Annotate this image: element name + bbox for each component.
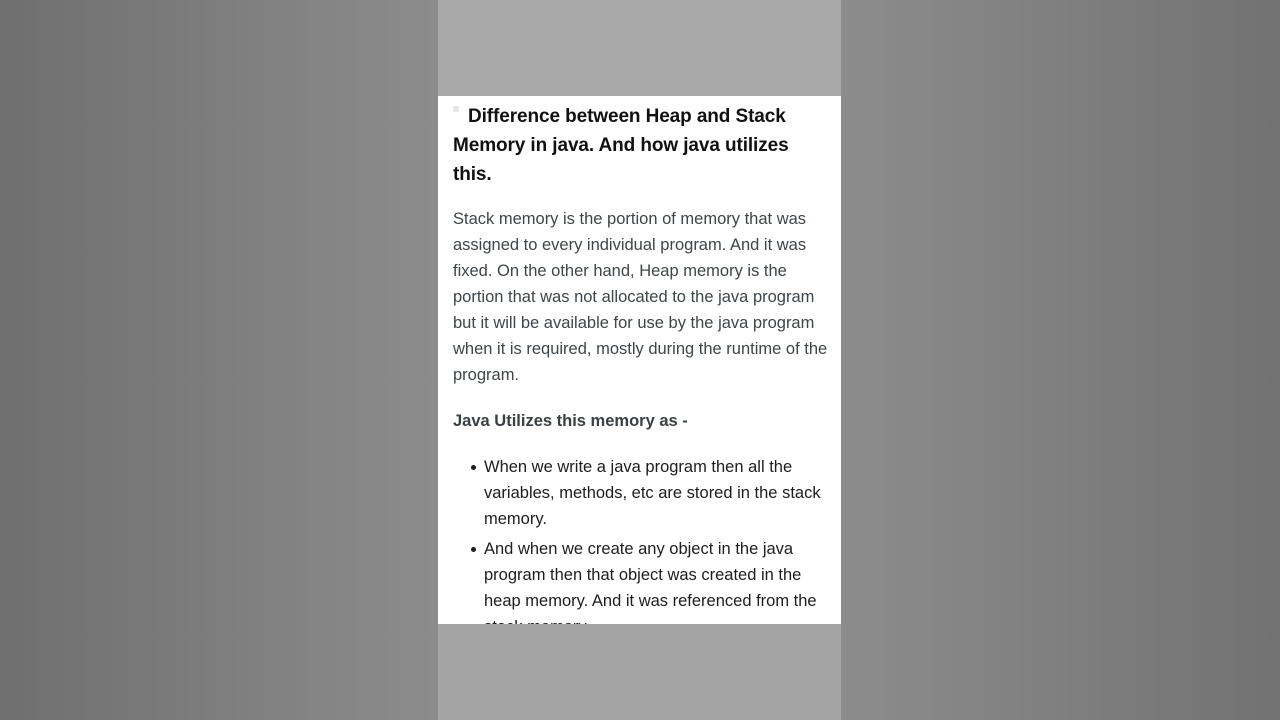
list-item [453,454,828,532]
article-paragraph: Stack memory is the portion of memory that was assigned to every individual program. And it was fixed. On the other hand, Heap memory is the portion that was not allocated to the java program but it will be available for use by the java program when it is required, mostly during the runtime of the program. [453,210,828,384]
article-card [438,96,841,624]
phone-frame [438,0,841,720]
title-bullet-icon [453,106,459,112]
bottom-blank-area [438,624,841,720]
article-title: Difference between Heap and Stack Memory in java. And how java utilizes this. [453,106,789,185]
article-subheading: Java Utilizes this memory as - [453,412,688,430]
bullet-dot-icon [471,465,476,470]
bullet-list [453,454,828,640]
list-item-text: When we write a java program then all the variables, methods, etc are stored in the stack memory. [484,458,821,528]
background-right [841,0,1280,720]
top-blank-area [438,0,841,96]
bullet-dot-icon [471,547,476,552]
background-left [0,0,438,720]
article-title-container [453,102,828,189]
list-item-text: And when we create any object in the java program then that object was created in the heap memory. And it was referenced from the [484,540,817,610]
